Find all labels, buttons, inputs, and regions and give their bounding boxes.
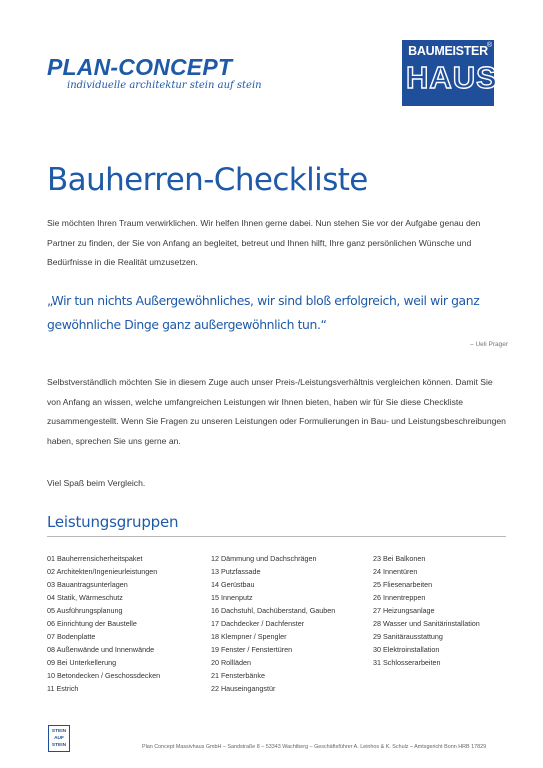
list-item: 19 Fenster / Fenstertüren [211,644,293,654]
quote-author: – Ueli Prager [470,341,508,348]
list-item: 01 Bauherrensicherheitspaket [47,554,143,563]
badge-line: STEIN [51,743,67,748]
footer-imprint: Plan Concept Massivhaus GmbH – Sandstraße 8 – 53343 Wachtberg – Geschäftsführer A. Leinhos & K. Schulz – Amtsgericht Bonn HRB 17829 [142,744,487,750]
groups-column-3 [373,553,480,670]
list-item: 30 Elektroinstallation [373,644,440,654]
page-title: Bauherren-Checkliste [47,162,368,198]
list-item: 16 Dachstuhl, Dachüberstand, Gauben [211,605,336,615]
list-item: 24 Innentüren [373,566,418,576]
list-item: 05 Ausführungsplanung [47,605,123,615]
registered-mark: ® [486,42,492,49]
list-item: 04 Statik, Wärmeschutz [47,592,123,602]
list-item: 28 Wasser und Sanitärinstallation [373,618,480,628]
logo-text-bottom: HAUS [406,60,498,95]
list-item: 09 Bei Unterkellerung [47,657,117,667]
brand-header [47,55,262,93]
list-item: 20 Rollläden [211,657,251,667]
list-item: 31 Schlosserarbeiten [373,657,441,667]
stein-auf-stein-badge [48,725,70,752]
list-item: 07 Bodenplatte [47,631,96,641]
list-item: 27 Heizungsanlage [373,605,435,615]
list-item: 15 Innenputz [211,592,253,602]
list-item: 14 Gerüstbau [211,579,255,589]
list-item: 17 Dachdecker / Dachfenster [211,618,305,628]
logo-text-top: BAUMEISTER [408,44,488,58]
section-title: Leistungsgruppen [47,513,179,531]
list-item: 29 Sanitärausstattung [373,631,443,641]
badge-line: AUF [54,736,64,741]
list-item: 11 Estrich [47,683,79,693]
list-item: 21 Fensterbänke [211,670,265,680]
list-item: 03 Bauantragsunterlagen [47,579,128,589]
closing-line: Viel Spaß beim Vergleich. [47,478,146,488]
body-paragraph: Selbstverständlich möchten Sie in diesem Zuge auch unser Preis-/Leistungsverhältnis vergleichen können. Damit Sie von Anfang an wissen, welche umfangreichen Leistungen wir Ihnen bieten, haben wir für Sie diese Checkliste zusammengestellt. Wenn Sie Fragen zu unseren Leistungen oder Formulierungen in Bau- und Leistungsbeschreibungen haben, sprechen Sie uns gerne an. [47,377,506,446]
list-item: 13 Putzfassade [211,566,261,576]
intro-paragraph: Sie möchten Ihren Traum verwirklichen. Wir helfen Ihnen gerne dabei. Nun stehen Sie vor der Aufgabe genau den Partner zu finden, der Sie von Anfang an begleitet, betreut und Ihnen hilft, Ihre ganz persönlichen Wünsche und Bedürfnisse in die Realität umzusetzen. [47,218,481,267]
baumeister-haus-logo [402,40,498,106]
brand-tagline: individuelle architektur stein auf stein [67,80,262,91]
list-item: 18 Klempner / Spengler [211,631,287,641]
list-item: 10 Betondecken / Geschossdecken [47,670,161,680]
list-item: 26 Innentreppen [373,592,426,602]
list-item: 25 Fliesenarbeiten [373,579,433,589]
list-item: 22 Hauseingangstür [211,683,276,693]
list-item: 12 Dämmung und Dachschrägen [211,554,317,563]
groups-column-1 [47,553,160,695]
section-divider [47,536,506,537]
list-item: 02 Architekten/Ingenieurleistungen [47,566,158,576]
list-item: 23 Bei Balkonen [373,554,426,563]
quote-text: „Wir tun nichts Außergewöhnliches, wir sind bloß erfolgreich, weil wir ganz gewöhnliche Dinge ganz außergewöhnlich tun.“ [47,293,480,332]
list-item: 06 Einrichtung der Baustelle [47,618,137,628]
list-item: 08 Außenwände und Innenwände [47,644,155,654]
brand-name: PLAN-CONCEPT [47,54,233,80]
badge-line: STEIN [51,729,67,734]
groups-column-2 [211,553,335,695]
